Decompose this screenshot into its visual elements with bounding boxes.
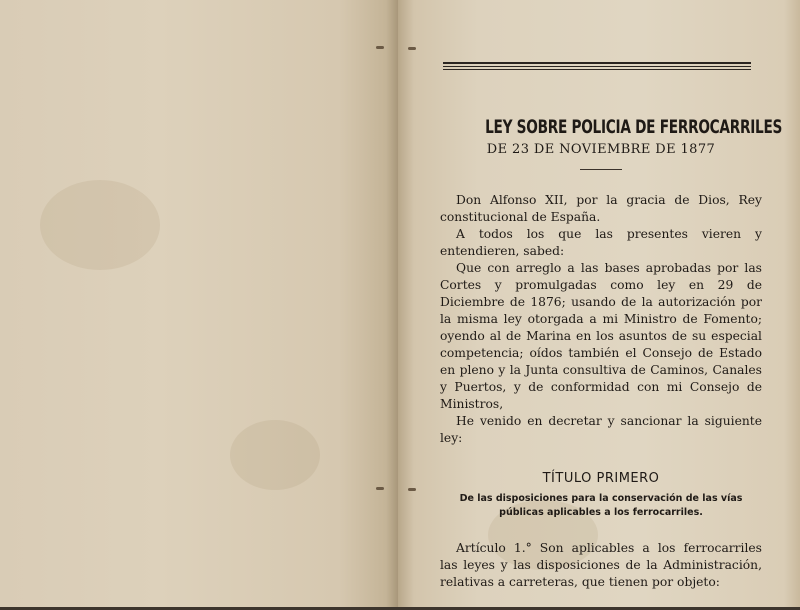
article-label: Artículo 1.° [456,541,532,555]
rule-thin [443,69,751,70]
paragraph: A todos los que las presentes vieren y entendieren, sabed: [440,227,762,258]
page-title: LEY SOBRE POLICIA DE FERROCARRILES [485,116,783,138]
paper-stain [40,180,160,270]
article-1 [440,540,762,591]
preamble [440,192,762,447]
header-rule [443,62,751,70]
binding-hole [376,46,384,49]
paper-stain [230,420,320,490]
section-subtitle-line: públicas aplicables a los ferrocarriles. [499,507,703,518]
paragraph: Que con arreglo a las bases aprobadas por las Cortes y promulgadas como ley en 29 de Diciembre de 1876; usando de la autorización por la misma ley otorgada a mi Ministro de Fomento; oyendo al de Marina en los asuntos de su especial competencia; oídos también el Consejo de Estado en pleno y la Junta consultiva de Caminos, Canales y Puertos, y de conformidad con mi Consejo de Ministros, [440,261,762,411]
binding-hole [376,487,384,490]
paragraph: Don Alfonso XII, por la gracia de Dios, Rey constitucional de España. [440,193,762,224]
rule-thin [443,66,751,67]
binding-hole [408,47,416,50]
paragraph: He venido en decretar y sancionar la siguiente ley: [440,414,762,445]
section-subtitle-line: De las disposiciones para la conservación de las vías [459,493,743,504]
page-subtitle: DE 23 DE NOVIEMBRE DE 1877 [486,142,716,157]
article-paragraph [440,540,762,591]
page-content [440,110,783,591]
section-subtitle [440,492,762,520]
title-divider [580,169,622,170]
binding-hole [408,488,416,491]
section-title: TÍTULO PRIMERO [542,471,660,486]
left-page [0,0,398,610]
rule-thick [443,62,751,64]
article-text: Son aplicables a los ferrocarriles las leyes y las disposiciones de la Administración, relativas a carreteras, que tienen por objeto: [440,541,762,589]
